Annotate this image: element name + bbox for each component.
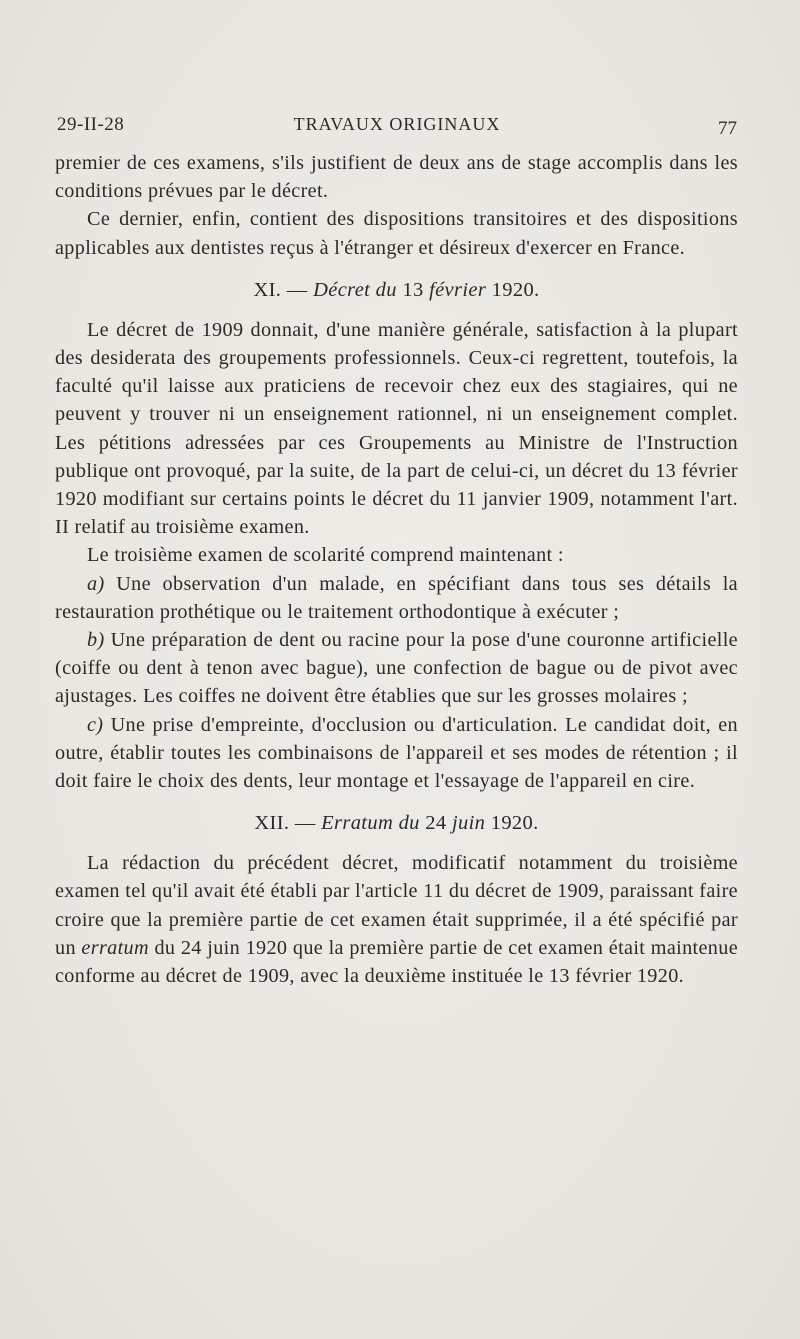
item-text: Une prise d'empreinte, d'occlusion ou d'articulation. Le candidat doit, en outre, établir toutes les combinaisons de l'appareil et ses modes de rétention ; il doit faire le choix des dents, leur montage et l'essayage de l'appareil en cire. (55, 713, 738, 793)
section-title-day: 13 (402, 278, 424, 301)
list-item-a (55, 570, 738, 626)
section-title-month: février (429, 278, 487, 301)
item-label: b) (87, 629, 105, 652)
item-text: Une préparation de dent ou racine pour la pose d'une couronne artificielle (coiffe ou dent à tenon avec bague), une confection de bague ou de pivot avec ajustages. Les coiffes ne doivent être établies que sur les grosses molaires ; (55, 629, 738, 708)
list-item-c (55, 711, 738, 796)
list-item-b (55, 626, 738, 711)
paragraph-end: du 24 juin 1920 que la première partie de cet examen était maintenue conforme au décret de 1909, avec la deuxième instituée le 13 février 1920. (55, 936, 738, 988)
section-heading-xi (55, 276, 738, 304)
section-heading-xii (55, 809, 738, 837)
body-text (55, 149, 738, 990)
header-title: TRAVAUX ORIGINAUX (293, 114, 501, 134)
section-title-italic: Décret du (313, 278, 397, 301)
paragraph: premier de ces examens, s'ils justifient de deux ans de stage accomplis dans les conditions prévues par le décret. (55, 152, 738, 203)
running-header (57, 114, 737, 142)
page-number: 77 (718, 118, 737, 139)
header-date: 29-II-28 (57, 114, 125, 135)
paragraph: Le troisième examen de scolarité comprend maintenant : (87, 544, 564, 567)
section-number: XI. — (253, 278, 308, 301)
item-label: a) (87, 572, 105, 595)
section-title-italic: Erratum du (321, 812, 420, 835)
section-title-month: juin (451, 812, 486, 835)
item-label: c) (87, 713, 104, 736)
paragraph: Ce dernier, enfin, contient des dispositions transitoires et des dispositions applicables aux dentistes reçus à l'étranger et désireux d'exercer en France. (55, 208, 738, 259)
paragraph-start: La rédaction du précédent décret, modificatif notamment du troisième examen tel qu'il avait été établi par l'article 11 du décret de 1909, paraissant faire croire que la première partie de cet examen était supprimée, il a été spécifié par un (55, 852, 738, 959)
paragraph-italic: erratum (81, 936, 149, 959)
paragraph (55, 849, 738, 990)
section-title-day: 24 (425, 812, 447, 835)
section-number: XII. — (254, 812, 316, 835)
item-text: Une observation d'un malade, en spécifiant dans tous ses détails la restauration prothétique ou le traitement orthodontique à exécuter ; (55, 572, 738, 623)
paragraph: Le décret de 1909 donnait, d'une manière générale, satisfaction à la plupart des desiderata des groupements professionnels. Ceux-ci regrettent, toutefois, la faculté qu'il laisse aux praticiens de recevoir chez eux des stagiaires, qui ne peuvent y trouver ni un enseignement rationnel, ni un enseignement complet. Les pétitions adressées par ces Groupements au Ministre de l'Instruction publique ont provoqué, par la suite, de la part de celui-ci, un décret du 13 février 1920 modifiant sur certains points le décret du 11 janvier 1909, notamment l'art. II relatif au troisième examen. (55, 318, 738, 539)
section-title-year: 1920. (491, 278, 540, 301)
section-title-year: 1920. (490, 812, 539, 835)
